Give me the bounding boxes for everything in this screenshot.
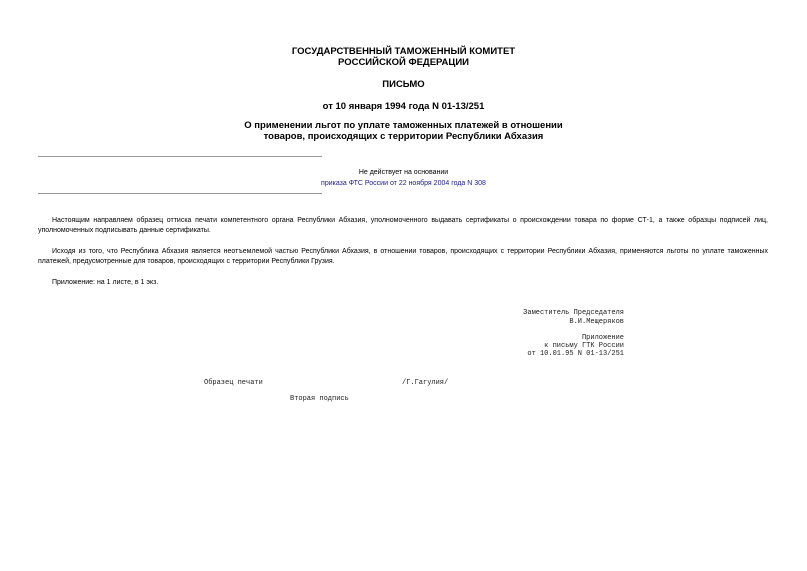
second-signature-label: Вторая подпись xyxy=(290,395,349,403)
signature-name: В.И.Мещеряков xyxy=(569,318,624,326)
signature-title: Заместитель Председателя xyxy=(523,309,624,317)
status-link[interactable]: приказа ФТС России от 22 ноября 2004 года N 308 xyxy=(321,180,486,187)
document-type: ПИСЬМО xyxy=(382,79,425,90)
status-note: Не действует на основании xyxy=(358,169,449,176)
divider-bottom xyxy=(38,193,322,194)
attachment-note: Приложение: на 1 листе, в 1 экз. xyxy=(52,279,159,286)
seal-sample-label: Образец печати xyxy=(204,379,263,387)
signer-name: /Г.Гагулия/ xyxy=(402,379,449,387)
appendix-line3: от 10.01.95 N 01-13/251 xyxy=(527,350,624,358)
body-paragraph-2: Исходя из того, что Республика Абхазия является неотъемлемой частью Республики Абхазия, в отношении товаров, происходящих с территории Республики Абхазия, применяются льготы по уплате таможенных платежей, предусмотренные для товаров, происходящих с территории Республики Грузия. xyxy=(38,248,768,265)
org-name-line2: РОССИЙСКОЙ ФЕДЕРАЦИИ xyxy=(337,57,469,68)
org-name-line1: ГОСУДАРСТВЕННЫЙ ТАМОЖЕННЫЙ КОМИТЕТ xyxy=(291,46,516,57)
document-date-number: от 10 января 1994 года N 01-13/251 xyxy=(322,101,485,112)
document-subject-line2: товаров, происходящих с территории Республики Абхазия xyxy=(263,131,544,142)
document-subject-line1: О применении льгот по уплате таможенных платежей в отношении xyxy=(244,120,563,131)
appendix-line2: к письму ГТК России xyxy=(544,342,624,350)
appendix-line1: Приложение xyxy=(581,334,624,342)
body-paragraph-1: Настоящим направляем образец оттиска печати компетентного органа Республики Абхазия, уполномоченного выдавать сертификаты о происхождении товара по форме СТ-1, а также образцы подписей лиц, уполномоченных подписывать данные сертификаты. xyxy=(38,217,768,234)
divider-top xyxy=(38,156,322,157)
